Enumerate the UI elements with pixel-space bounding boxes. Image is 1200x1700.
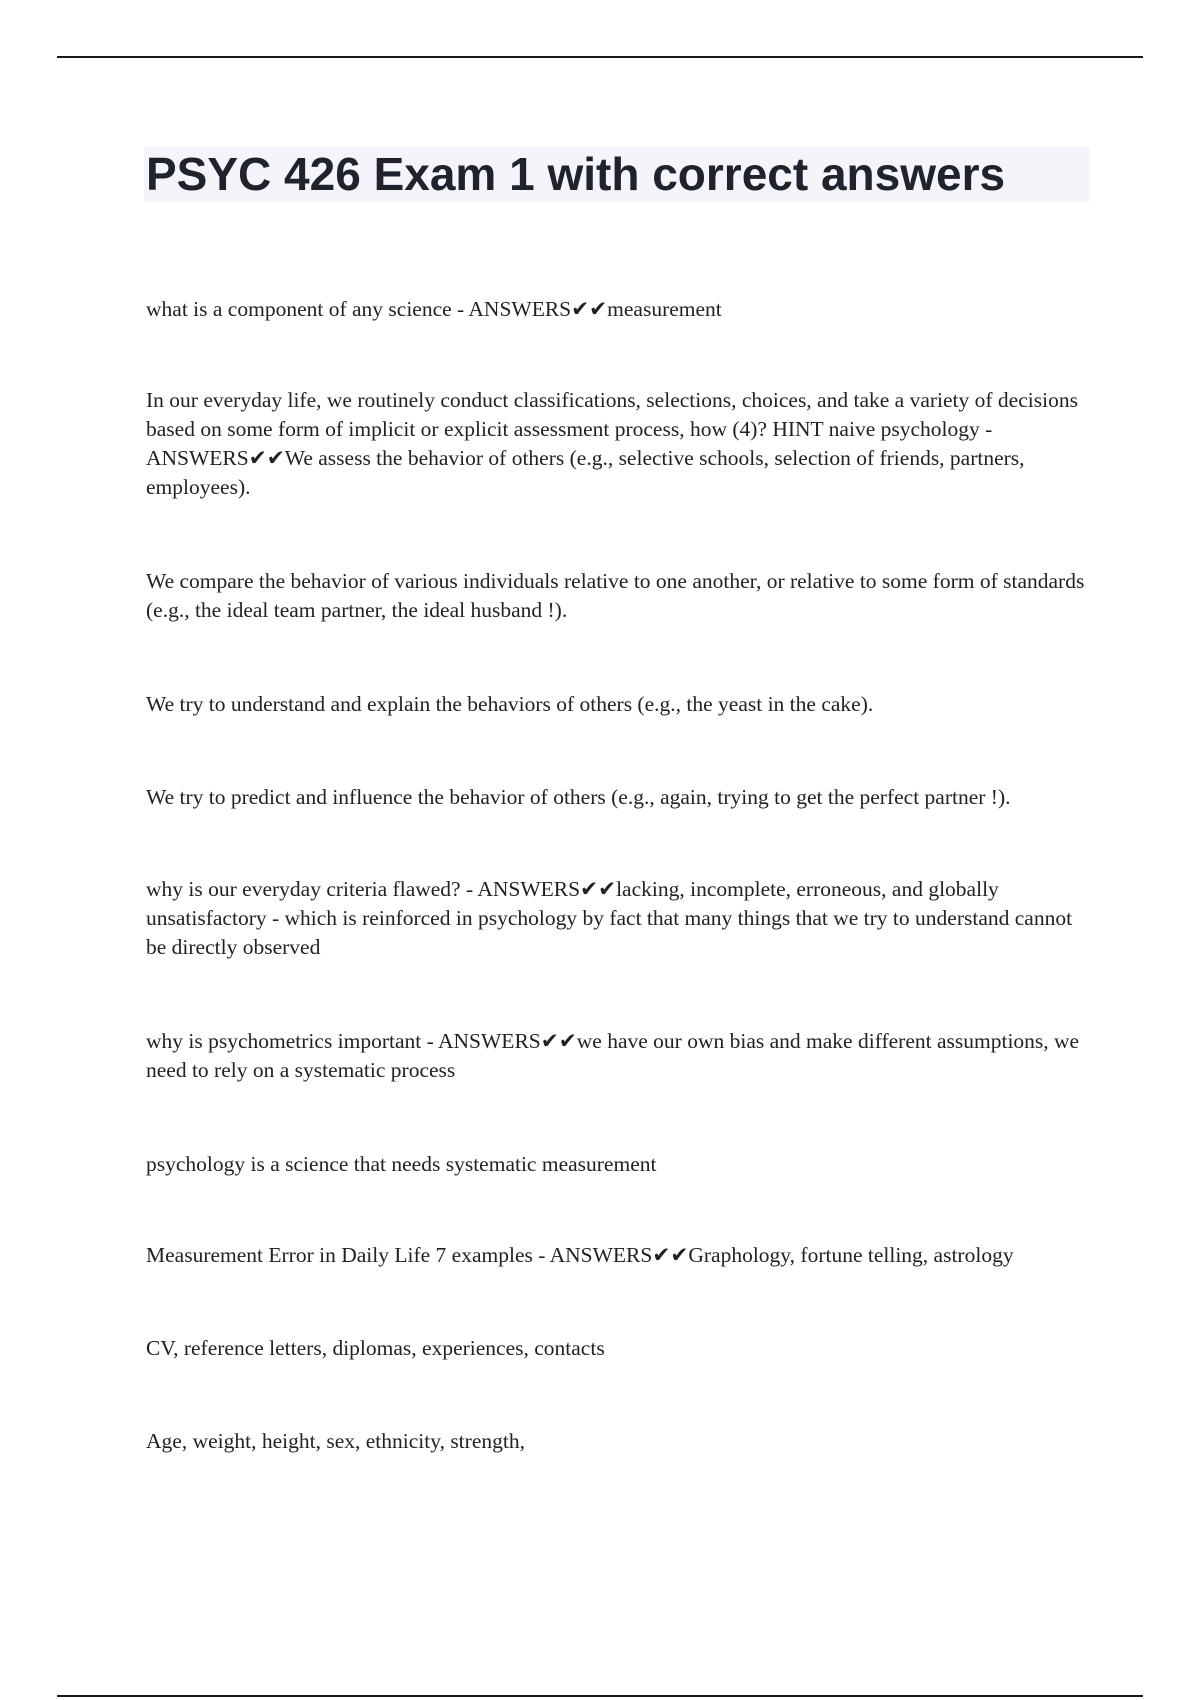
qa-paragraph-7: why is psychometrics important - ANSWERS✔✔we have our own bias and make different assumptions, we need to rely on a systematic process <box>146 1029 1080 1082</box>
header-rule <box>57 56 1143 58</box>
qa-paragraph-3: We compare the behavior of various individuals relative to one another, or relative to some form of standards (e.g., the ideal team partner, the ideal husband !). <box>146 569 1085 622</box>
qa-paragraph-9: Measurement Error in Daily Life 7 examples - ANSWERS✔✔Graphology, fortune telling, astrology <box>146 1243 1014 1267</box>
qa-paragraph-11: Age, weight, height, sex, ethnicity, strength, <box>146 1429 525 1453</box>
qa-paragraph-6: why is our everyday criteria flawed? - ANSWERS✔✔lacking, incomplete, erroneous, and globally unsatisfactory - which is reinforced in psychology by fact that many things that we try to understand cannot be directly observed <box>146 877 1073 959</box>
page-title: PSYC 426 Exam 1 with correct answers <box>146 148 1006 200</box>
qa-paragraph-2: In our everyday life, we routinely conduct classifications, selections, choices, and take a variety of decisions based on some form of implicit or explicit assessment process, how (4)? HINT naive psychology - ANSWERS✔✔We assess the behavior of others (e.g., selective schools, selection of friends, partners, employees). <box>146 388 1078 499</box>
qa-paragraph-5: We try to predict and influence the behavior of others (e.g., again, trying to get the perfect partner !). <box>146 785 1011 809</box>
qa-paragraph-8: psychology is a science that needs systematic measurement <box>146 1152 657 1176</box>
footer-rule <box>57 1695 1143 1697</box>
qa-paragraph-4: We try to understand and explain the behaviors of others (e.g., the yeast in the cake). <box>146 692 874 716</box>
qa-paragraph-10: CV, reference letters, diplomas, experiences, contacts <box>146 1336 605 1360</box>
qa-paragraph-1: what is a component of any science - ANSWERS✔✔measurement <box>146 297 722 321</box>
